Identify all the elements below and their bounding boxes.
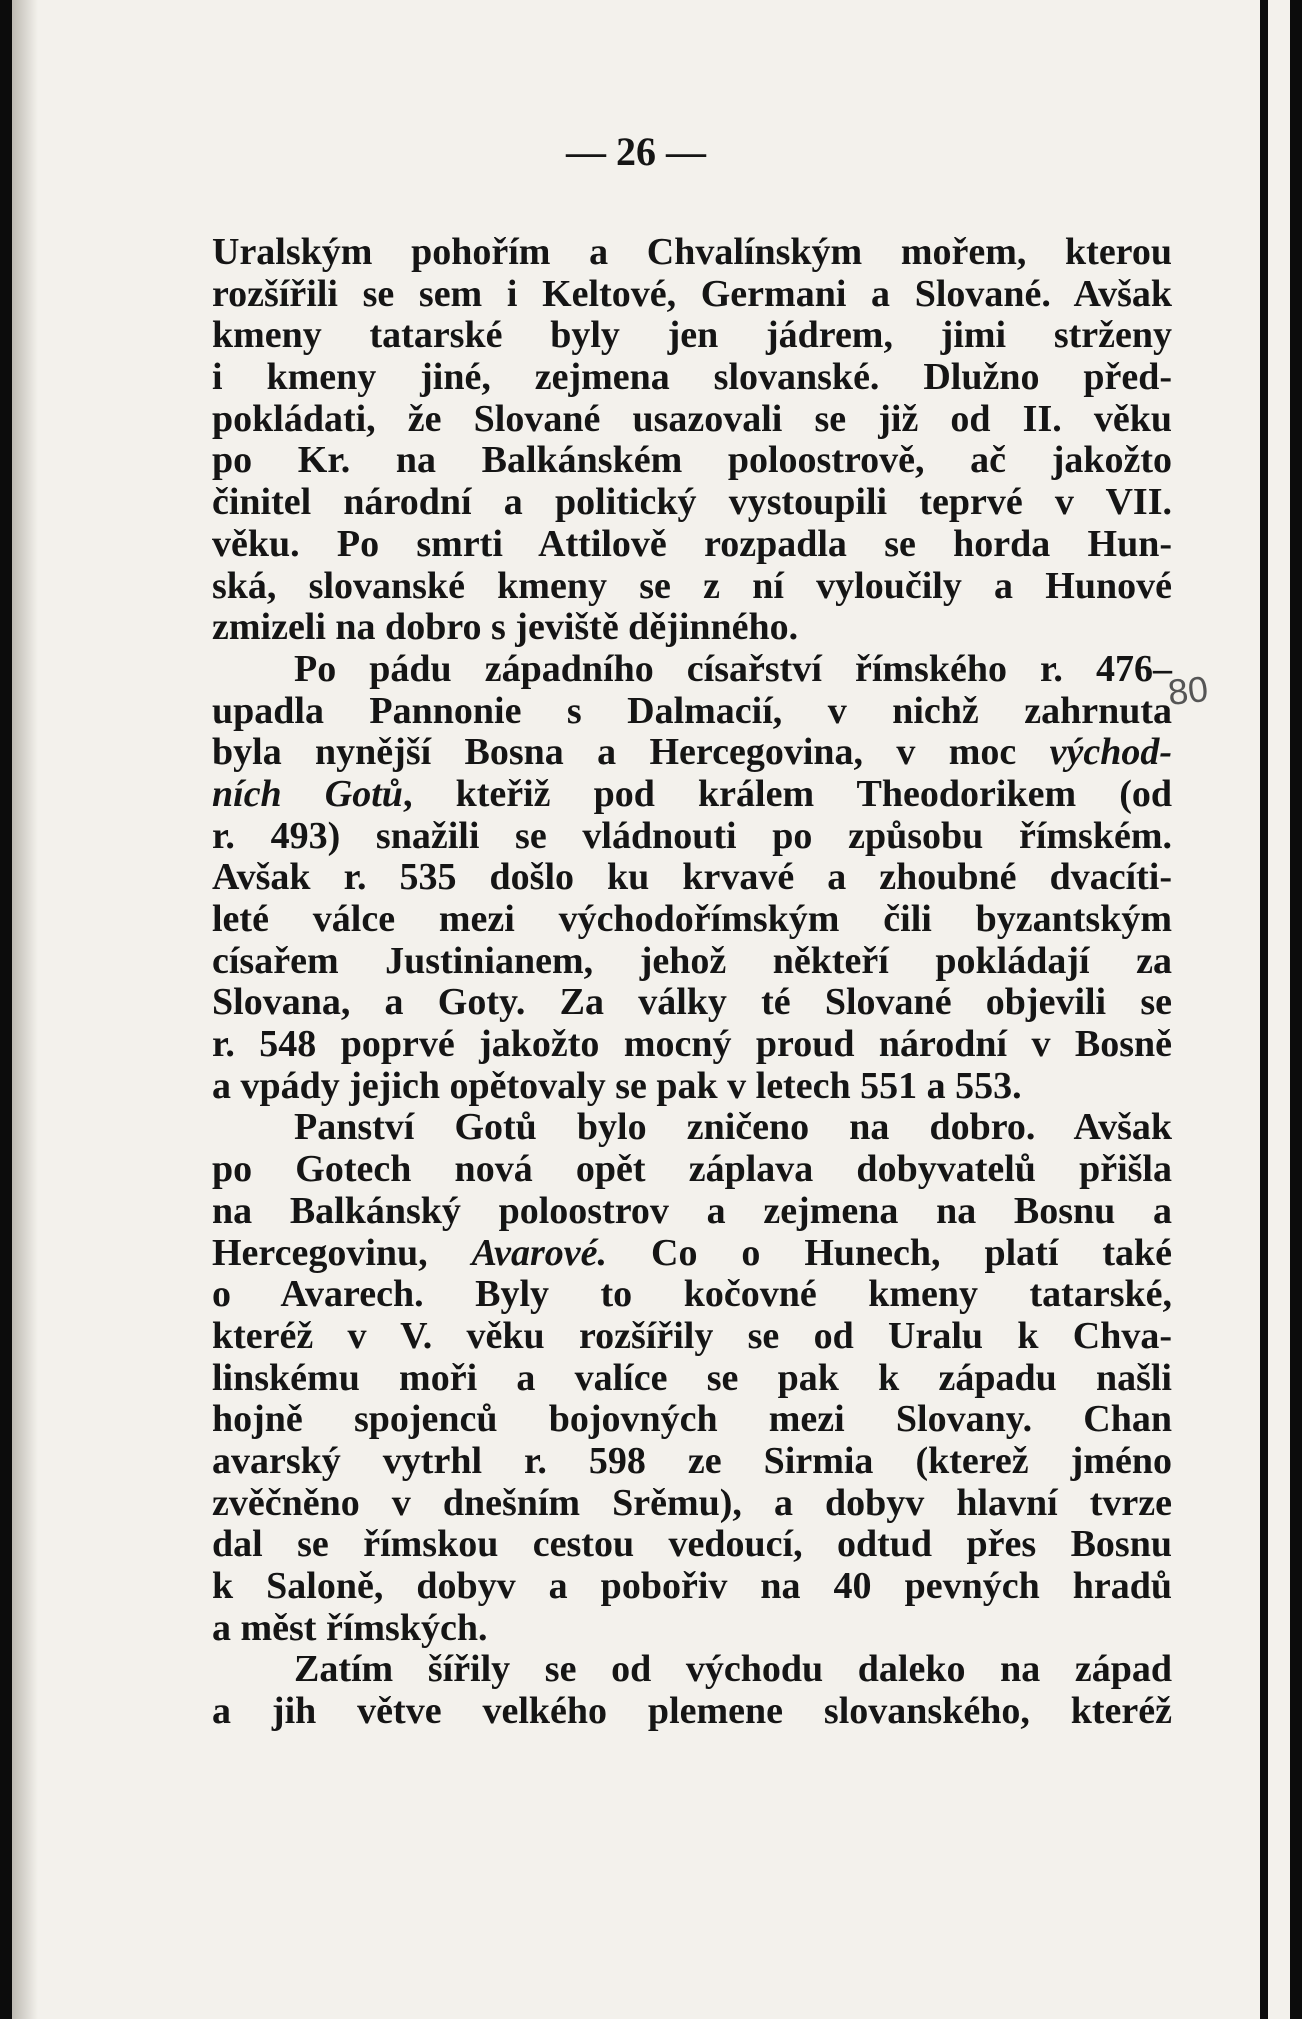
text-line: pokládati, že Slované usazovali se již od II. věku — [212, 397, 1172, 440]
text-line: Avšak r. 535 došlo ku krvavé a zhoubné dvacíti- — [212, 856, 1172, 899]
italic-text-segment: východ- — [1049, 731, 1172, 774]
text-line: kmeny tatarské byly jen jádrem, jimi strženy — [212, 314, 1172, 357]
text-line: Zatím šířily se od východu daleko na západ — [294, 1648, 1172, 1691]
text-line: Uralským pohořím a Chvalínským mořem, kterou — [212, 231, 1172, 273]
italic-text-segment: Avarové. — [471, 1231, 608, 1274]
text-line: zmizeli na dobro s jeviště dějinného. — [212, 606, 799, 649]
text-line — [212, 1233, 1172, 1275]
text-line: leté válce mezi východořímským čili byzantským — [212, 898, 1172, 940]
text-line: po Kr. na Balkánském poloostrově, ač jakožto — [212, 439, 1172, 482]
text-line: r. 493) snažili se vládnouti po způsobu římském. — [212, 814, 1172, 857]
text-line — [212, 774, 1172, 816]
text-line: k Saloně, dobyv a pobořiv na 40 pevných hradů — [212, 1565, 1172, 1607]
text-line: císařem Justinianem, jehož někteří pokládají za — [212, 939, 1172, 982]
text-line: Po pádu západního císařství římského r. 476– — [294, 647, 1172, 690]
text-line: na Balkánský poloostrov a zejmena na Bosnu a — [212, 1189, 1172, 1232]
text-line: ská, slovanské kmeny se z ní vyloučily a Hunové — [212, 564, 1172, 607]
page-spine-edge — [1268, 0, 1290, 2019]
text-line: a měst římských. — [212, 1606, 488, 1649]
handwritten-margin-note: 80 — [1165, 668, 1211, 713]
text-line: upadla Pannonie s Dalmacií, v nichž zahrnuta — [212, 689, 1172, 732]
book-page — [12, 0, 1260, 2019]
text-segment: Co o Hunech, platí také — [607, 1231, 1172, 1274]
text-line: Panství Gotů bylo zničeno na dobro. Avšak — [294, 1106, 1172, 1149]
text-segment: Hercegovinu, — [212, 1231, 472, 1274]
text-line: rozšířili se sem i Keltové, Germani a Slované. Avšak — [212, 272, 1172, 315]
text-line: i kmeny jiné, zejmena slovanské. Dlužno před- — [212, 356, 1172, 399]
text-line: a vpády jejich opětovaly se pak v letech 551 a 553. — [212, 1064, 1022, 1107]
text-line: zvěčněno v dnešním Srěmu), a dobyv hlavní tvrze — [212, 1481, 1172, 1524]
text-line — [212, 732, 1172, 774]
text-line: o Avarech. Byly to kočovné kmeny tatarské, — [212, 1273, 1172, 1316]
text-line: hojně spojenců bojovných mezi Slovany. Chan — [212, 1398, 1172, 1441]
text-line: činitel národní a politický vystoupili teprvé v VII. — [212, 481, 1172, 524]
text-segment: byla nynější Bosna a Hercegovina, v moc — [212, 731, 1050, 774]
italic-text-segment: ních Gotů — [212, 772, 403, 815]
text-line: po Gotech nová opět záplava dobyvatelů přišla — [212, 1148, 1172, 1191]
text-line: linskému moři a valíce se pak k západu našli — [212, 1356, 1172, 1399]
body-text — [212, 232, 1172, 1733]
text-line: dal se římskou cestou vedoucí, odtud přes Bosnu — [212, 1523, 1172, 1566]
text-line: věku. Po smrti Attilově rozpadla se horda Hun- — [212, 522, 1172, 565]
text-segment: , kteřiž pod králem Theodorikem (od — [402, 772, 1173, 815]
page-binding-shadow — [12, 0, 38, 2019]
text-line: r. 548 poprvé jakožto mocný proud národní v Bosně — [212, 1023, 1172, 1066]
text-line: avarský vytrhl r. 598 ze Sirmia (kterež jméno — [212, 1439, 1172, 1482]
text-line: Slovana, a Goty. Za války té Slované objevili se — [212, 981, 1172, 1024]
text-line: a jih větve velkého plemene slovanského, kteréž — [212, 1690, 1172, 1733]
page-number: — 26 — — [566, 129, 706, 174]
text-line: kteréž v V. věku rozšířily se od Uralu k Chva- — [212, 1314, 1172, 1357]
